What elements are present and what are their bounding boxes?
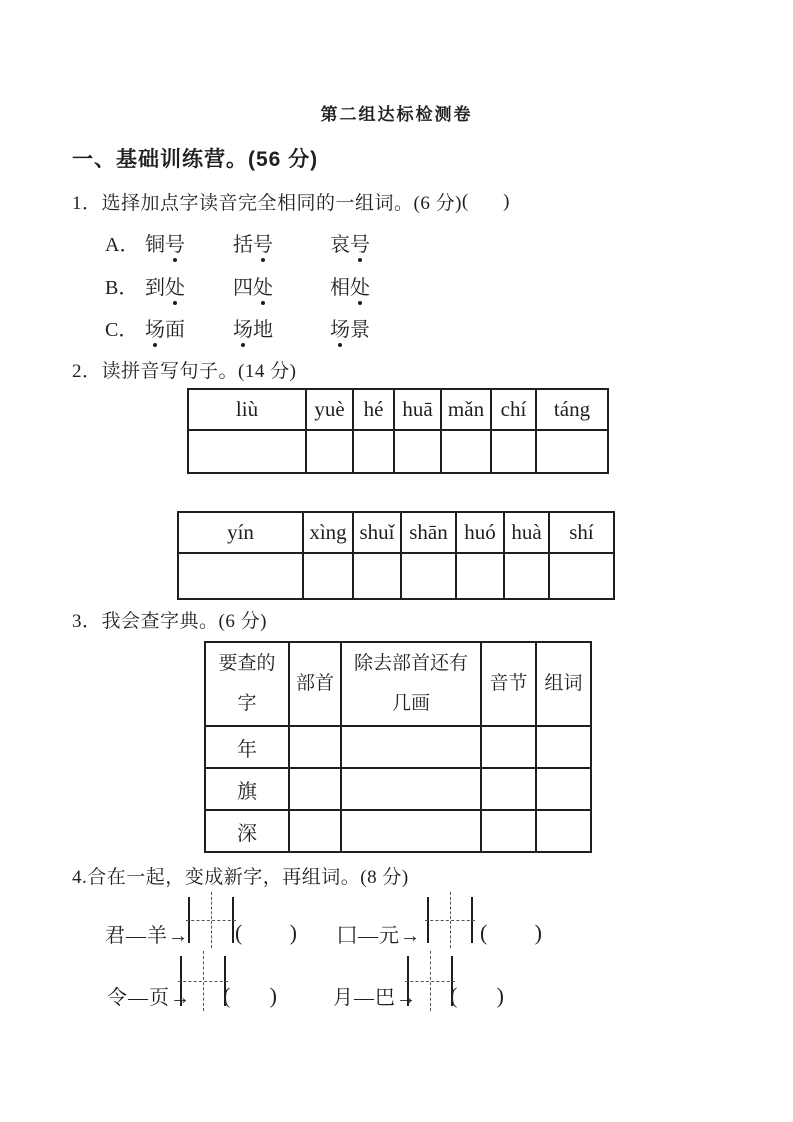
answer-cell — [289, 726, 341, 768]
answer-cell — [549, 553, 614, 599]
word-part: 景 — [350, 319, 370, 341]
header-line: 除去部首还有 — [353, 653, 468, 674]
option-word — [330, 228, 370, 257]
dotted-char: 处 — [253, 271, 273, 300]
q2-label — [72, 356, 296, 383]
answer-cell — [536, 726, 591, 768]
option-word — [233, 271, 273, 300]
dict-char-cell: 深 — [205, 810, 289, 852]
option-row-a — [105, 228, 425, 256]
dictionary-table — [204, 641, 592, 853]
answer-parens — [450, 983, 504, 1009]
answer-row — [188, 430, 608, 473]
q4-label — [72, 862, 409, 889]
paren-close: ) — [503, 190, 510, 212]
pinyin-table-2 — [177, 511, 615, 600]
paren-open: ( — [480, 920, 488, 945]
pinyin-cell: yuè — [306, 389, 353, 430]
pinyin-header-row — [178, 512, 614, 553]
dotted-char: 号 — [350, 228, 370, 257]
answer-cell — [303, 553, 353, 599]
answer-cell — [353, 553, 401, 599]
q4-label-text: 4.合在一起，变成新字，再组词。(8 分) — [72, 867, 409, 888]
dict-row — [205, 726, 591, 768]
answer-cell — [441, 430, 491, 473]
answer-cell — [289, 768, 341, 810]
answer-cell — [394, 430, 441, 473]
writing-grid-box — [188, 897, 234, 943]
pinyin-cell: xìng — [303, 512, 353, 553]
option-row-b — [105, 271, 425, 299]
pinyin-cell: shān — [401, 512, 456, 553]
answer-cell — [341, 726, 481, 768]
paren-close: ) — [269, 983, 277, 1008]
header-line: 组词 — [544, 673, 583, 694]
q3-label — [72, 606, 267, 633]
option-row-c — [105, 313, 425, 341]
dotted-char: 号 — [253, 228, 273, 257]
answer-cell — [481, 768, 536, 810]
answer-cell — [341, 768, 481, 810]
pinyin-cell: liù — [188, 389, 306, 430]
dotted-char: 处 — [350, 271, 370, 300]
pinyin-cell: yín — [178, 512, 303, 553]
paren-close: ) — [289, 920, 297, 945]
pinyin-table-1 — [187, 388, 609, 474]
answer-row — [178, 553, 614, 599]
pinyin-cell: huó — [456, 512, 504, 553]
paren-close: ) — [534, 920, 542, 945]
pinyin-cell: huā — [394, 389, 441, 430]
dict-row — [205, 810, 591, 852]
answer-cell — [481, 810, 536, 852]
pinyin-cell: mǎn — [441, 389, 491, 430]
q1-label — [72, 188, 510, 215]
dict-header-cell — [205, 642, 289, 726]
answer-parens — [480, 920, 542, 946]
section-heading: 一、基础训练营。(56 分) — [72, 148, 319, 171]
dict-char-cell: 年 — [205, 726, 289, 768]
pinyin-header-row — [188, 389, 608, 430]
word-part: 面 — [165, 319, 185, 341]
dotted-char: 处 — [165, 271, 185, 300]
option-word — [145, 271, 185, 300]
dict-row — [205, 768, 591, 810]
word-part: 四 — [233, 277, 253, 299]
answer-cell — [401, 553, 456, 599]
paren-close: ) — [496, 983, 504, 1008]
q1-label-text: 1．选择加点字读音完全相同的一组词。(6 分) — [72, 193, 462, 214]
option-word — [330, 271, 370, 300]
answer-cell — [289, 810, 341, 852]
paren-open: ( — [235, 920, 243, 945]
option-word — [330, 313, 370, 342]
header-line: 几画 — [391, 693, 430, 714]
paren-open: ( — [461, 190, 469, 212]
combo-item-4-text: 月—巴→ — [333, 987, 417, 1009]
header-line: 要查的 — [218, 653, 276, 674]
dict-header-cell — [481, 642, 536, 726]
pinyin-cell: huà — [504, 512, 549, 553]
answer-cell — [481, 726, 536, 768]
dict-header-cell — [289, 642, 341, 726]
header-line: 部首 — [295, 673, 334, 694]
writing-grid-box — [407, 956, 453, 1006]
option-word — [233, 228, 273, 257]
dotted-char: 场 — [330, 313, 350, 342]
answer-cell — [306, 430, 353, 473]
writing-grid-box — [427, 897, 473, 943]
q1-answer-parens — [462, 191, 510, 213]
answer-cell — [504, 553, 549, 599]
q3-label-text: 3．我会查字典。(6 分) — [72, 611, 267, 632]
writing-grid-box — [180, 956, 226, 1006]
option-tag: A． — [105, 234, 140, 256]
word-part: 铜 — [145, 234, 165, 256]
combo-item-2-text: 囗—元→ — [337, 925, 421, 947]
answer-cell — [178, 553, 303, 599]
answer-cell — [536, 810, 591, 852]
option-tag: B． — [105, 277, 139, 299]
pinyin-cell: hé — [353, 389, 394, 430]
answer-cell — [491, 430, 536, 473]
answer-cell — [456, 553, 504, 599]
dict-header-cell — [536, 642, 591, 726]
word-part: 相 — [330, 277, 350, 299]
option-word — [145, 228, 185, 257]
dotted-char: 场 — [145, 313, 165, 342]
option-word — [233, 313, 273, 342]
page-title: 第二组达标检测卷 — [320, 105, 473, 124]
dict-header-row — [205, 642, 591, 726]
pinyin-cell: chí — [491, 389, 536, 430]
pinyin-cell: shuǐ — [353, 512, 401, 553]
answer-parens — [235, 920, 297, 946]
paren-open: ( — [223, 983, 231, 1008]
word-part: 到 — [145, 277, 165, 299]
dict-char-cell: 旗 — [205, 768, 289, 810]
combo-item-1-text: 君—羊→ — [105, 925, 189, 947]
option-tag: C． — [105, 319, 139, 341]
dotted-char: 场 — [233, 313, 253, 342]
pinyin-cell: táng — [536, 389, 608, 430]
option-word — [145, 313, 185, 342]
answer-cell — [536, 430, 608, 473]
answer-cell — [188, 430, 306, 473]
dotted-char: 号 — [165, 228, 185, 257]
dict-header-cell — [341, 642, 481, 726]
header-line: 字 — [237, 693, 257, 714]
paren-open: ( — [450, 983, 458, 1008]
q2-label-text: 2．读拼音写句子。(14 分) — [72, 361, 297, 382]
answer-cell — [353, 430, 394, 473]
word-part: 哀 — [330, 234, 350, 256]
answer-parens — [223, 983, 277, 1009]
answer-cell — [536, 768, 591, 810]
word-part: 地 — [253, 319, 273, 341]
combo-item-3-text: 令—页→ — [107, 987, 191, 1009]
pinyin-cell: shí — [549, 512, 614, 553]
answer-cell — [341, 810, 481, 852]
word-part: 括 — [233, 234, 253, 256]
header-line: 音节 — [489, 673, 528, 694]
